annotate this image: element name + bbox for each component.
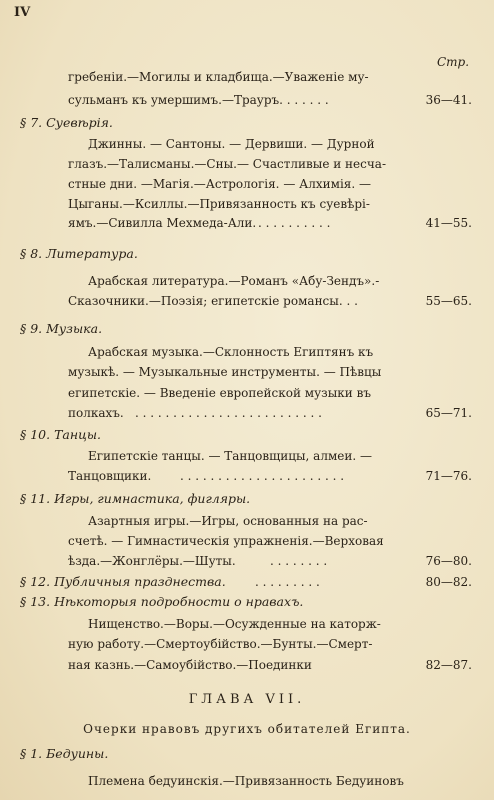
column-header-pages: Стр.: [437, 55, 470, 69]
text-line: Египетскiе танцы. — Танцовщицы, алмеи. —: [88, 449, 373, 463]
text-line: полкахъ.: [68, 406, 124, 420]
page-ref: 76—80.: [425, 554, 472, 568]
section-heading: § 12. Публичныя празднества.: [20, 574, 226, 589]
text-line: Танцовщики.: [68, 469, 152, 483]
text-line: ѣзда.—Жонглёры.—Шуты.: [68, 554, 236, 568]
page-number: IV: [14, 5, 31, 20]
section-heading: § 11. Игры, гимнастика, фигляры.: [20, 491, 251, 506]
text-line: Арабская музыка.—Склонность Египтянъ къ: [88, 345, 374, 359]
text-line: Цыганы.—Ксиллы.—Привязанность къ суевѣрi-: [68, 197, 370, 211]
text-line: Сказочники.—Поэзiя; египетскiе романсы. . .: [68, 294, 358, 308]
text-line: ная казнь.—Самоубiйство.—Поединки: [68, 658, 312, 672]
page-ref: 80—82.: [425, 575, 472, 589]
text-line: ямъ.—Сивилла Мехмеда-Али.: [68, 216, 257, 230]
text-line: Племена бедуинскiя.—Привязанность Бедуиновъ: [88, 774, 404, 788]
text-line: глазъ.—Талисманы.—Сны.— Счастливые и несча-: [68, 157, 387, 171]
text-line: гребенiи.—Могилы и кладбища.—Уваженiе му-: [68, 70, 369, 84]
section-heading: § 1. Бедуины.: [20, 746, 109, 761]
page-ref: 41—55.: [425, 216, 472, 230]
text-line: Азартныя игры.—Игры, основанныя на рас-: [88, 514, 368, 528]
text-line: Джинны. — Сантоны. — Дервиши. — Дурной: [88, 137, 375, 151]
text-line: ную работу.—Смертоубiйство.—Бунты.—Смерт-: [68, 637, 373, 651]
page-ref: 65—71.: [425, 406, 472, 420]
dot-leader: . . . . . . . .: [270, 554, 328, 568]
dot-leader: . . . . . . . . . . . . . . . . . . . . . . . . .: [135, 406, 322, 420]
dot-leader: . . . . . . . . . . . . . . . . . . . . . .: [180, 469, 345, 483]
dot-leader: . . . . . . . . . .: [258, 216, 331, 230]
section-heading: § 13. Нѣкоторыя подробности о нравахъ.: [20, 594, 304, 609]
section-heading: § 10. Танцы.: [20, 427, 101, 442]
chapter-title: ГЛАВА VII.: [188, 692, 306, 707]
chapter-subtitle: Очерки нравовъ другихъ обитателей Египта.: [83, 722, 411, 736]
section-heading: § 9. Музыка.: [20, 321, 103, 336]
dot-leader: . . . . . . . . .: [255, 575, 320, 589]
text-line: Арабская литература.—Романъ «Абу-Зендъ».-: [88, 274, 380, 288]
page-ref: 71—76.: [425, 469, 472, 483]
text-line: сульманъ къ умершимъ.—Трауръ. . . . . . .: [68, 93, 329, 107]
page-ref: 55—65.: [425, 294, 472, 308]
text-line: музыкѣ. — Музыкальные инструменты. — Пѣвцы: [68, 365, 382, 379]
section-heading: § 7. Суевѣрiя.: [20, 115, 113, 130]
page-ref: 82—87.: [425, 658, 472, 672]
text-line: стные дни. —Магiя.—Астрологiя. — Алхимiя. —: [68, 177, 371, 191]
text-line: счетѣ. — Гимнастическiя упражненiя.—Верховая: [68, 534, 384, 548]
page-ref: 36—41.: [425, 93, 472, 107]
section-heading: § 8. Литература.: [20, 246, 138, 261]
text-line: египетскiе. — Введенiе европейской музыки въ: [68, 386, 371, 400]
text-line: Нищенство.—Воры.—Осужденные на каторж-: [88, 617, 381, 631]
